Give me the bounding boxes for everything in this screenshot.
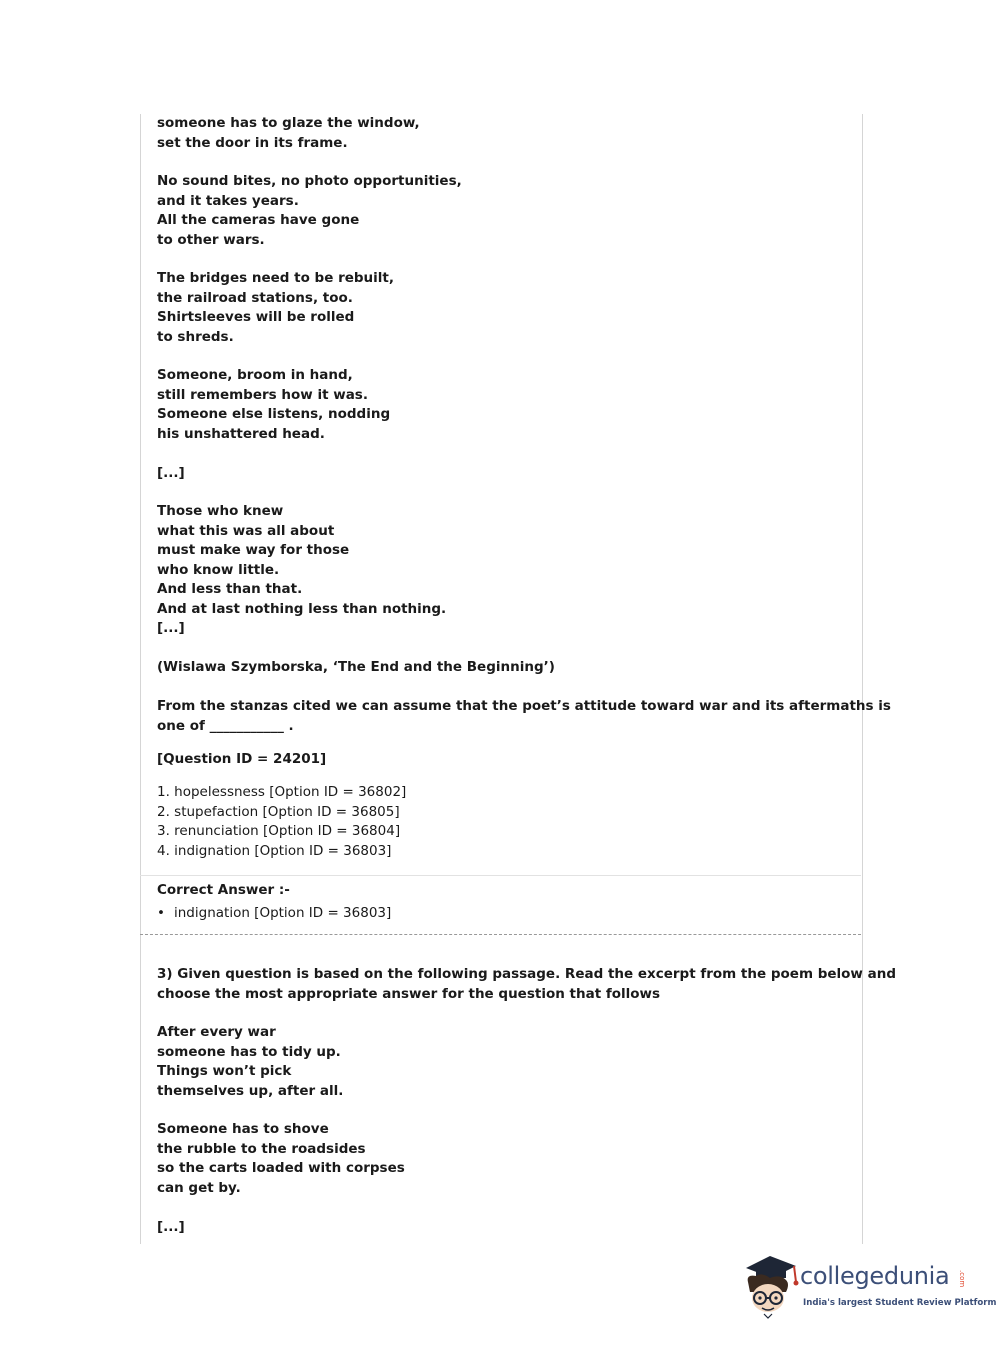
poem-line: who know little. [157,561,280,578]
poem-line: No sound bites, no photo opportunities, [157,173,462,189]
poem-stanza [157,1023,857,1101]
poem-stanza [157,269,857,347]
correct-answer [157,904,857,924]
correct-answer-value: indignation [Option ID = 36803] [174,905,392,921]
poem-stanza [157,366,857,444]
option-item: 2. stupefaction [Option ID = 36805] [157,803,400,820]
poem-line: Things won’t pick [157,1063,292,1079]
options-list [157,783,857,861]
option-item: 1. hopelessness [Option ID = 36802] [157,784,407,800]
poem-line: Someone has to shove [157,1121,329,1137]
question-text: From the stanzas cited we can assume that the poet’s attitude toward war and its aftermaths is one of ___________ . [157,698,891,734]
poem-line: still remembers how it was. [157,386,368,403]
poem-line: Those who knew [157,503,284,519]
poem-line: After every war [157,1024,276,1040]
poem-line: set the door in its frame. [157,134,348,151]
poem-line: the railroad stations, too. [157,289,353,306]
brand-dotcom: .com [958,1270,966,1288]
poem-stanza [157,502,857,639]
poem-line: Shirtsleeves will be rolled [157,309,355,325]
poem-line: And at last nothing less than nothing. [157,600,447,617]
poem-stanza [157,1120,857,1198]
ellipsis: [...] [157,465,185,481]
correct-answer-label: Correct Answer :- [157,882,290,898]
option-item: 4. indignation [Option ID = 36803] [157,842,392,859]
ellipsis: [...] [157,1219,185,1235]
option-item: 3. renunciation [Option ID = 36804] [157,823,401,839]
poem-line: Someone, broom in hand, [157,367,353,383]
bullet: • [157,905,165,921]
question-id: [Question ID = 24201] [157,751,327,767]
poem-line: The bridges need to be rebuilt, [157,270,395,286]
brand-tagline: India's largest Student Review Platform [803,1298,997,1308]
question-intro: 3) Given question is based on the following passage. Read the excerpt from the poem below and choose the most appropriate answer for the question that follows [157,966,896,1002]
poem-line: to shreds. [157,328,234,345]
mascot-logo-icon [740,1248,802,1320]
poem-line: All the cameras have gone [157,212,360,228]
poem-line: and it takes years. [157,192,299,209]
divider [140,875,861,876]
poem-line: can get by. [157,1179,241,1196]
ellipsis: [...] [157,620,185,636]
poem-line: And less than that. [157,581,303,597]
poem-line: someone has to tidy up. [157,1043,341,1060]
dashed-divider [140,934,861,935]
poem-line: so the carts loaded with corpses [157,1160,405,1176]
poem-citation: (Wislawa Szymborska, ‘The End and the Beginning’) [157,659,555,675]
poem-line: what this was all about [157,522,335,539]
poem-line: Someone else listens, nodding [157,406,391,422]
poem-line: to other wars. [157,231,265,248]
poem-line: must make way for those [157,542,350,558]
poem-stanza [157,172,857,250]
poem-line: his unshattered head. [157,425,325,442]
poem-line: themselves up, after all. [157,1082,344,1099]
brand-name: collegedunia [800,1262,950,1290]
poem-line: the rubble to the roadsides [157,1140,366,1157]
poem-stanza [157,114,857,153]
poem-line: someone has to glaze the window, [157,115,420,131]
